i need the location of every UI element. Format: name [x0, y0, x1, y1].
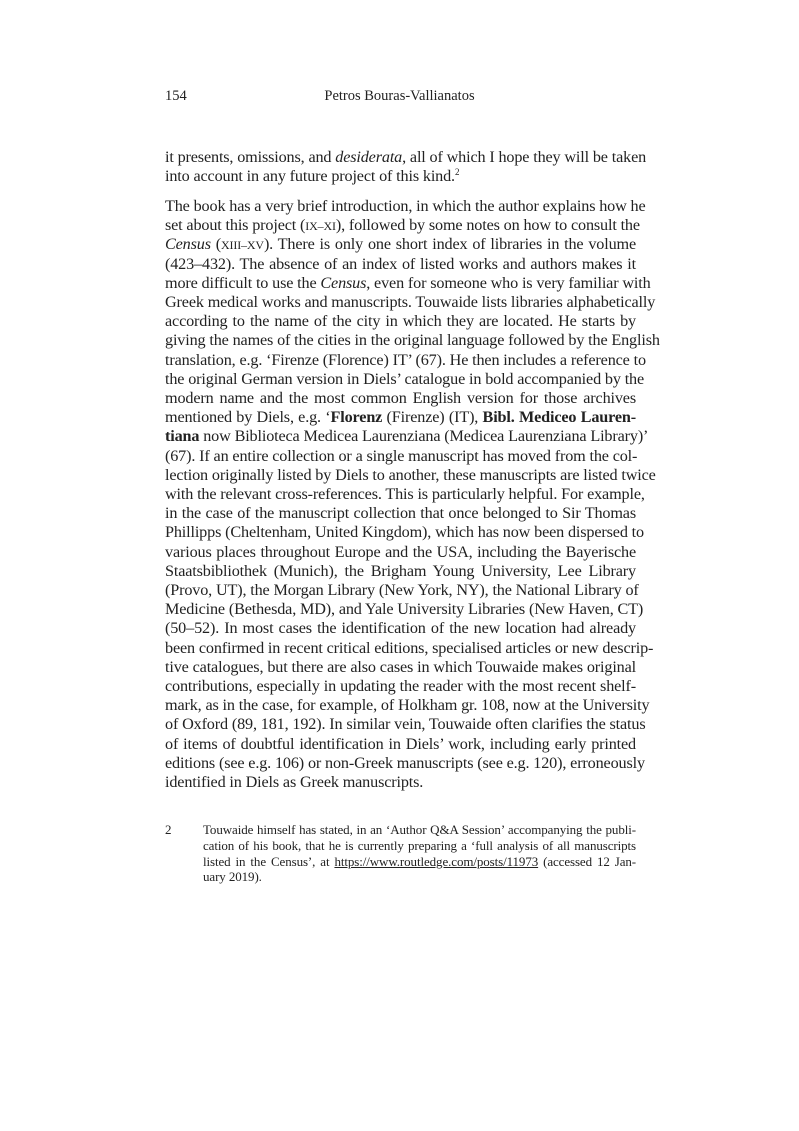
running-head: Petros Bouras-Vallianatos: [324, 88, 475, 104]
text-run: cation of his book, that he is currently preparing a ‘full analysis of all manuscripts: [203, 837, 636, 853]
text-line: [165, 369, 645, 390]
text-run: Medicine (Bethesda, MD), and Yale University Libraries (New Haven, CT): [165, 600, 644, 619]
text-run: desiderata: [335, 148, 403, 166]
text-line: [165, 696, 650, 716]
text-run: ), followed by some notes on how to consult the: [335, 216, 640, 235]
text-line: [165, 292, 656, 313]
text-line: [165, 638, 654, 659]
page-number: 154: [165, 88, 187, 104]
text-run: of items of doubtful identification in Diels’ work, including early printed: [165, 734, 636, 753]
text-run: Staatsbibliothek (Munich), the Brigham Young University, Lee Library: [165, 561, 636, 580]
text-line: [165, 167, 636, 187]
text-run: set about this project (: [165, 216, 306, 235]
text-line: [165, 543, 636, 563]
text-line: [165, 735, 636, 755]
text-run: , even for someone who is very familiar with: [366, 273, 651, 292]
text-run: tive catalogues, but there are also cases in which Touwaide makes original: [165, 657, 636, 676]
text-run: (423–432). The absence of an index of listed works and authors makes it: [165, 254, 636, 273]
text-run: the original German version in Diels’ catalogue in bold accompanied by the: [165, 369, 645, 388]
text-run: modern name and the most common English version for those archives: [165, 388, 636, 407]
text-run: (accessed 12 Jan-: [538, 853, 636, 869]
text-line: [165, 216, 640, 236]
text-line: [165, 658, 636, 678]
text-line: [165, 331, 660, 351]
text-run: translation, e.g. ‘Firenze (Florence) IT’ (67). He then includes a reference to: [165, 350, 646, 369]
text-line: [165, 273, 651, 294]
text-run: (50–52). In most cases the identification of the new location had already: [165, 619, 636, 638]
footnote-line: [203, 822, 636, 838]
text-line: [165, 619, 636, 639]
text-line: [165, 773, 636, 793]
text-line: [165, 753, 645, 774]
text-run: editions (see e.g. 106) or non-Greek manuscripts (see e.g. 120), erroneously: [165, 753, 645, 772]
text-run: Bibl. Mediceo Lauren-: [482, 408, 636, 427]
text-run: (Provo, UT), the Morgan Library (New York, NY), the National Library of: [165, 580, 639, 599]
text-run: contributions, especially in updating the reader with the most recent shelf-: [165, 676, 636, 695]
text-run: ). There is only one short index of libraries in the volume: [263, 235, 637, 254]
text-run: been confirmed in recent critical editions, specialised articles or new descrip-: [165, 638, 654, 657]
text-run: (: [210, 235, 221, 254]
footnote-line: [203, 838, 636, 854]
text-run: giving the names of the cities in the original language followed by the English: [165, 331, 660, 350]
text-run: Greek medical works and manuscripts. Touwaide lists libraries alphabetically: [165, 292, 656, 311]
text-run: tiana: [165, 427, 200, 446]
text-run: , all of which I hope they will be taken: [402, 148, 647, 166]
text-run: into account in any future project of this kind.: [165, 167, 455, 186]
text-run: in the case of the manuscript collection that once belonged to Sir Thomas: [165, 504, 636, 523]
text-line: [165, 504, 636, 524]
text-line: [165, 427, 649, 447]
text-run: IX–XI: [305, 219, 336, 234]
text-run: listed in the Census’, at: [203, 853, 335, 869]
text-run: Census: [320, 273, 367, 292]
text-line: [165, 389, 636, 409]
text-run: various places throughout Europe and the USA, including the Bayerische: [165, 542, 636, 561]
text-run: (67). If an entire collection or a single manuscript has moved from the col-: [165, 446, 638, 465]
text-run: mentioned by Diels, e.g. ‘: [165, 408, 331, 427]
footnote-line: [203, 854, 636, 870]
text-line: [165, 562, 636, 582]
text-line: [165, 408, 636, 428]
text-run: according to the name of the city in which they are located. He starts by: [165, 312, 636, 331]
footnote-link[interactable]: https://www.routledge.com/posts/11973: [334, 853, 539, 869]
text-run: Florenz: [330, 408, 383, 427]
text-line: [165, 523, 644, 543]
text-line: [165, 715, 646, 735]
text-line: [165, 255, 636, 275]
text-run: more difficult to use the: [165, 273, 321, 292]
text-run: XIII–XV: [221, 238, 264, 253]
text-run: now Biblioteca Medicea Laurenziana (Medicea Laurenziana Library)’: [199, 427, 649, 446]
text-run: Phillipps (Cheltenham, United Kingdom), which has now been dispersed to: [165, 523, 644, 542]
text-line: [165, 148, 647, 168]
text-line: [165, 312, 636, 332]
text-run: Census: [165, 235, 211, 254]
text-run: mark, as in the case, for example, of Holkham gr. 108, now at the University: [165, 696, 650, 715]
text-line: [165, 677, 636, 697]
footnote-line: [203, 869, 636, 885]
text-run: lection originally listed by Diels to another, these manuscripts are listed twice: [165, 465, 656, 484]
text-run: Touwaide himself has stated, in an ‘Author Q&A Session’ accompanying the publi-: [203, 822, 636, 837]
text-run: with the relevant cross-references. This is particularly helpful. For example,: [165, 484, 645, 503]
text-run: (Firenze) (IT),: [382, 408, 483, 427]
footnote-number: 2: [165, 822, 172, 837]
text-line: [165, 447, 636, 467]
text-line: [165, 350, 646, 371]
text-line: [165, 484, 645, 505]
text-run: of Oxford (89, 181, 192). In similar vein, Touwaide often clarifies the status: [165, 715, 646, 734]
text-run: identified in Diels as Greek manuscripts.: [165, 772, 424, 791]
text-run: The book has a very brief introduction, in which the author explains how he: [165, 196, 646, 215]
text-line: [165, 600, 644, 620]
text-run: uary 2019).: [203, 869, 262, 885]
text-run: it presents, omissions, and: [165, 148, 336, 166]
text-line: [165, 465, 656, 486]
text-line: [165, 196, 646, 217]
footnote-ref: 2: [454, 167, 460, 178]
text-line: [165, 580, 639, 601]
text-line: [165, 235, 636, 255]
